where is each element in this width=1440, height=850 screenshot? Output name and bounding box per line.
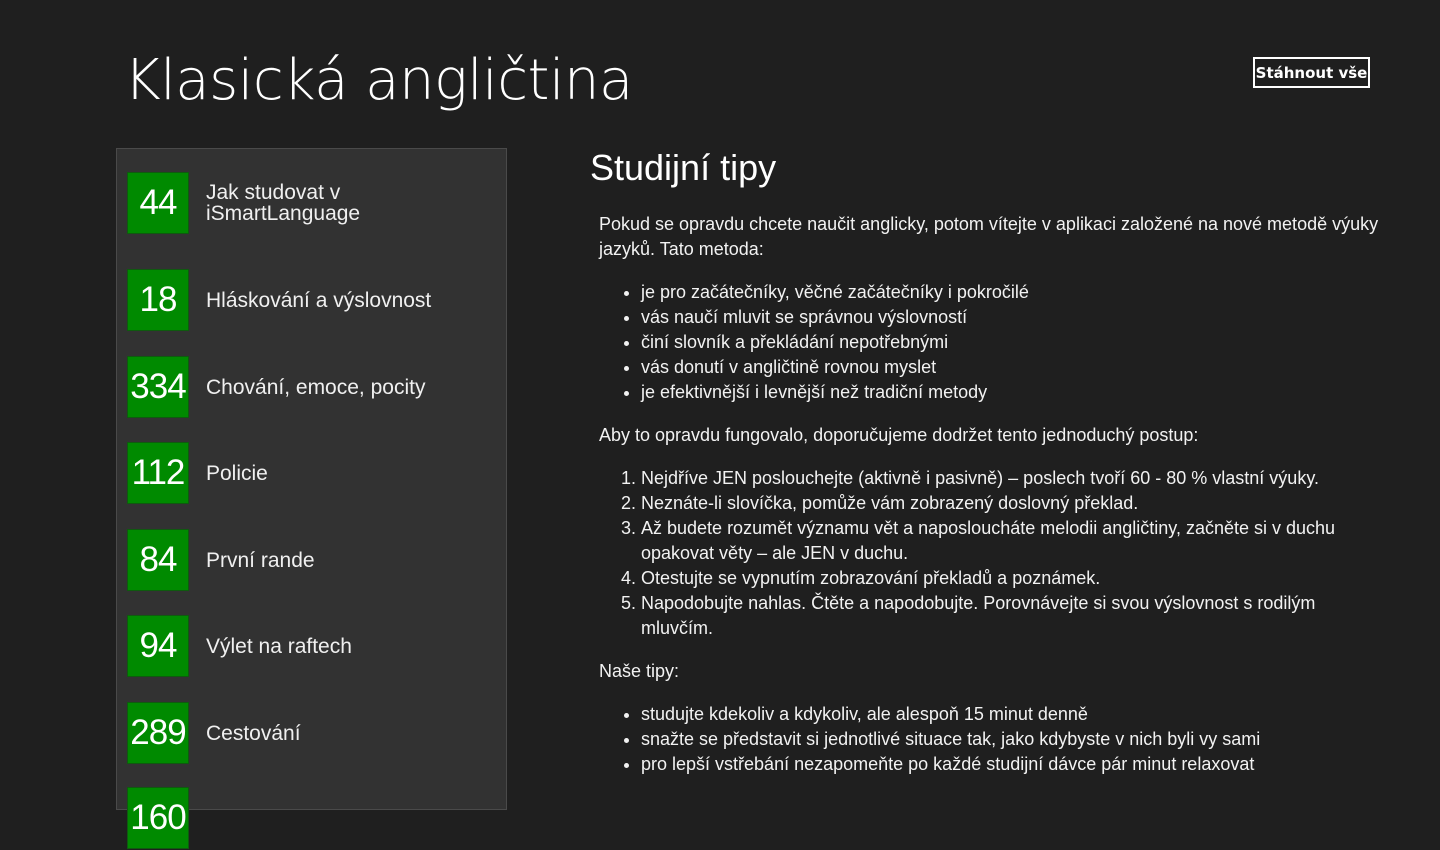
lesson-name: Chování, emoce, pocity bbox=[206, 375, 426, 399]
lesson-item[interactable] bbox=[127, 786, 497, 850]
lesson-item[interactable] bbox=[127, 701, 497, 765]
procedure-steps-list bbox=[590, 466, 1390, 641]
list-item: • pro lepší vstřebání nezapomeňte po každé studijní dávce pár minut relaxovat bbox=[641, 752, 1390, 777]
lesson-count-tile: 334 bbox=[127, 356, 189, 418]
lesson-name: Cestování bbox=[206, 721, 301, 745]
lesson-count-tile: 289 bbox=[127, 702, 189, 764]
content-heading: Studijní tipy bbox=[590, 147, 777, 188]
procedure-intro: Aby to opravdu fungovalo, doporučujeme dodržet tento jednoduchý postup: bbox=[599, 425, 1199, 445]
download-all-button[interactable]: Stáhnout vše bbox=[1253, 57, 1370, 88]
lesson-count-tile: 44 bbox=[127, 172, 189, 234]
list-item: • snažte se představit si jednotlivé situace tak, jako kdybyste v nich byli vy sami bbox=[641, 727, 1390, 752]
list-item: 3. Až budete rozumět významu vět a naposloucháte melodii angličtiny, začněte si v duchu opakovat věty – ale JEN v duchu. bbox=[641, 516, 1390, 566]
lesson-item[interactable] bbox=[127, 355, 497, 419]
lesson-item[interactable] bbox=[127, 171, 497, 235]
list-item: 1. Nejdříve JEN poslouchejte (aktivně i pasivně) – poslech tvoří 60 - 80 % vlastní výuky. bbox=[641, 466, 1390, 491]
lesson-item[interactable] bbox=[127, 441, 497, 505]
intro-paragraph: Pokud se opravdu chcete naučit anglicky, potom vítejte v aplikaci založené na nové metodě výuky jazyků. Tato metoda: bbox=[599, 214, 1379, 259]
lesson-item[interactable] bbox=[127, 528, 497, 592]
list-item: 5. Napodobujte nahlas. Čtěte a napodobujte. Porovnávejte si svou výslovnost s rodilým mluvčím. bbox=[641, 591, 1390, 641]
lesson-count-tile: 18 bbox=[127, 269, 189, 331]
method-points-list bbox=[590, 280, 1390, 405]
tips-list bbox=[590, 702, 1390, 777]
list-item: • studujte kdekoliv a kdykoliv, ale alespoň 15 minut denně bbox=[641, 702, 1390, 727]
lesson-name: Výlet na raftech bbox=[206, 634, 352, 658]
tips-intro: Naše tipy: bbox=[599, 661, 680, 681]
lesson-count-tile: 84 bbox=[127, 529, 189, 591]
lesson-count-tile: 94 bbox=[127, 615, 189, 677]
list-item: • vás naučí mluvit se správnou výslovností bbox=[641, 305, 1390, 330]
list-item: 2. Neznáte-li slovíčka, pomůže vám zobrazený doslovný překlad. bbox=[641, 491, 1390, 516]
lesson-name: Hláskování a výslovnost bbox=[206, 288, 432, 312]
list-item: • je pro začátečníky, věčné začátečníky i pokročilé bbox=[641, 280, 1390, 305]
app-title: Klasická angličtina bbox=[124, 48, 633, 113]
list-item: 4. Otestujte se vypnutím zobrazování překladů a poznámek. bbox=[641, 566, 1390, 591]
study-tips-content bbox=[590, 146, 1390, 777]
list-item: • je efektivnější i levnější než tradiční metody bbox=[641, 380, 1390, 405]
list-item: • vás donutí v angličtině rovnou myslet bbox=[641, 355, 1390, 380]
lesson-name: První rande bbox=[206, 548, 315, 572]
lesson-name: Policie bbox=[206, 461, 268, 485]
lesson-name: Jak studovat v iSmartLanguage bbox=[206, 181, 361, 225]
lesson-count-tile: 112 bbox=[127, 442, 189, 504]
lesson-count-tile: 160 bbox=[127, 787, 189, 849]
lesson-item[interactable] bbox=[127, 268, 497, 332]
lesson-list[interactable] bbox=[116, 148, 507, 837]
list-item: • činí slovník a překládání nepotřebnými bbox=[641, 330, 1390, 355]
lesson-item[interactable] bbox=[127, 614, 497, 678]
